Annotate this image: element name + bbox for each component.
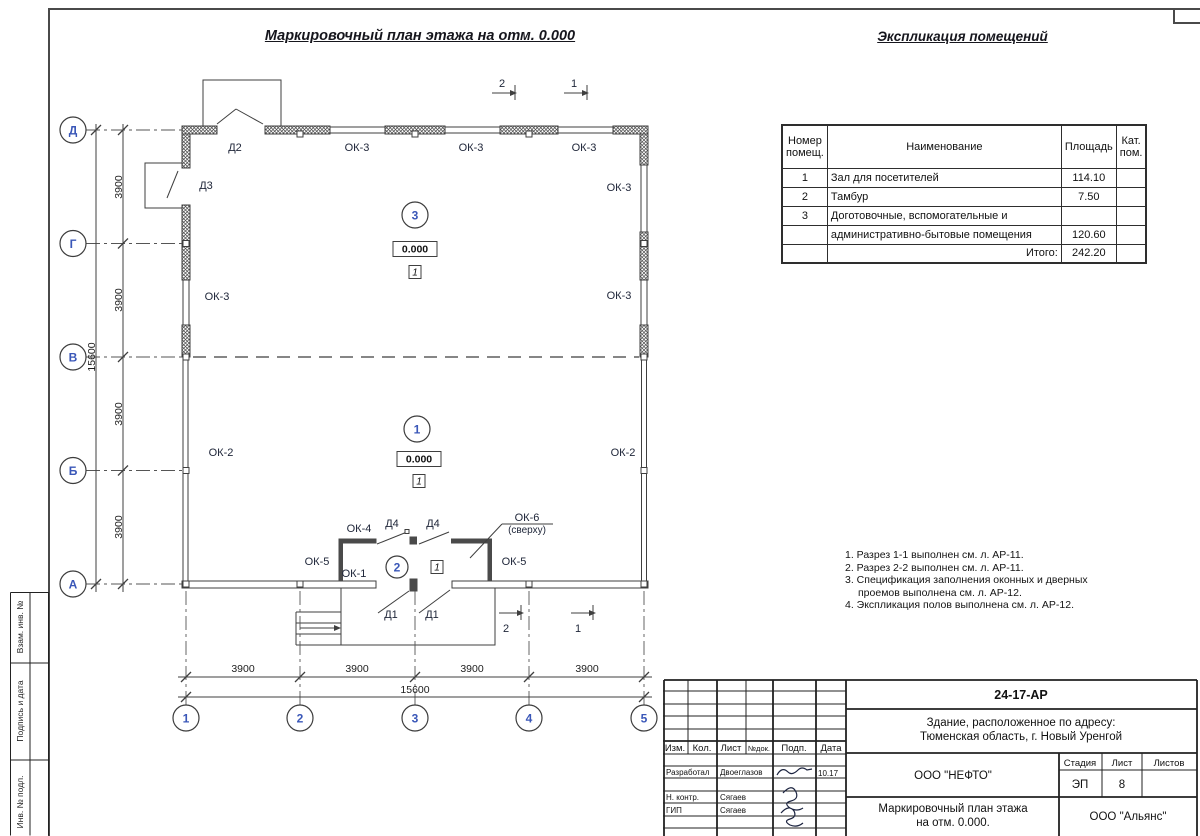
notes-block: [845, 549, 1113, 612]
axis-col-label: 2: [296, 711, 304, 726]
cell-cat: [1116, 244, 1146, 263]
note-line: 3. Спецификация заполнения оконных и дверных: [845, 574, 1088, 587]
cell-num: [782, 225, 827, 244]
cell-area: 114.10: [1061, 168, 1116, 187]
glazed-bands: [182, 357, 648, 588]
cell-name: административно-бытовые помещения: [827, 225, 1061, 244]
cell-cat: [1116, 206, 1146, 225]
axis-row-label: А: [68, 577, 78, 592]
room-number: 1: [413, 422, 421, 437]
signature-scribble: [781, 788, 803, 826]
dim-value: 3900: [113, 175, 125, 199]
axis-col-label: 5: [640, 711, 648, 726]
axis-row-markers: [60, 117, 86, 597]
window-label-note: (сверху): [508, 525, 546, 536]
stamp-cell-label: Подпись и дата: [15, 680, 25, 742]
axis-lines: [86, 130, 644, 705]
role-label: Н. контр.: [666, 793, 700, 802]
sheet-corner-box: [1173, 9, 1200, 24]
section-label: 1: [574, 623, 582, 635]
rev-col: Изм.: [664, 743, 686, 754]
cell-area: 7.50: [1061, 187, 1116, 206]
signature-date: 10.17: [818, 769, 839, 778]
cell-num: 3: [782, 206, 827, 225]
door-label: Д3: [199, 180, 213, 192]
person-name: Двоеглазов: [720, 768, 763, 777]
cell-area-total: 242.20: [1061, 244, 1116, 263]
door-label: Д4: [426, 518, 440, 530]
role-label: Разработал: [666, 768, 710, 777]
dim-value: 3900: [575, 663, 599, 675]
sheet-number: 8: [1118, 779, 1126, 791]
title-block: [663, 679, 1198, 836]
axis-row-label: Д: [68, 123, 78, 138]
window-label: ОК-2: [610, 447, 636, 459]
dim-value: 3900: [231, 663, 255, 675]
explication-header-row: [782, 125, 1146, 168]
stamp-cell-label: Взам. инв. №: [15, 600, 25, 654]
section-label: 2: [502, 623, 510, 635]
window-label: ОК-4: [346, 523, 372, 535]
left-dimensions: [86, 124, 128, 592]
cell-num: 1: [782, 168, 827, 187]
dim-value: 3900: [460, 663, 484, 675]
col-header-num: Номер помещ.: [782, 125, 827, 168]
stage-value: ЭП: [1071, 779, 1089, 791]
sidebar-stamp: [10, 592, 50, 836]
door-label: Д1: [384, 609, 398, 621]
level-mark: 0.000: [405, 453, 433, 466]
drawing-name-line1: Маркировочный план этажа: [878, 803, 1028, 815]
cell-name: Зал для посетителей: [827, 168, 1061, 187]
floor-type-mark: 1: [412, 267, 418, 279]
window-label: ОК-1: [341, 568, 367, 580]
table-row: [782, 187, 1146, 206]
object-address-line1: Здание, расположенное по адресу:: [926, 717, 1116, 729]
document-number: 24-17-АР: [994, 688, 1048, 702]
room-number: 2: [393, 560, 401, 575]
cell-cat: [1116, 168, 1146, 187]
signature-scribble: [777, 768, 812, 775]
door-label: Д4: [385, 518, 399, 530]
rev-col: Подп.: [781, 743, 807, 754]
window-label: ОК-5: [304, 556, 330, 568]
axis-col-label: 1: [182, 711, 190, 726]
sheet-label: Лист: [1111, 758, 1133, 769]
role-label: ГИП: [666, 806, 682, 815]
axis-col-label: 4: [525, 711, 533, 726]
axis-row-label: Б: [68, 464, 78, 478]
level-mark: 0.000: [401, 243, 429, 256]
explication-title: Экспликация помещений: [877, 29, 1048, 44]
table-row-total: [782, 244, 1146, 263]
window-label: ОК-6: [514, 512, 540, 524]
object-address-line2: Тюменская область, г. Новый Уренгой: [919, 731, 1123, 743]
col-header-area: Площадь: [1061, 125, 1116, 168]
window-label: ОК-5: [501, 556, 527, 568]
floor-plan: [40, 60, 705, 745]
dim-value: 3900: [113, 402, 125, 426]
person-name: Сягаев: [720, 806, 746, 815]
axis-row-label: В: [68, 350, 78, 365]
floor-type-mark: 1: [434, 562, 440, 574]
rev-col: №док.: [748, 744, 770, 753]
person-name: Сягаев: [720, 793, 746, 802]
cell-name-total: Итого:: [827, 244, 1061, 263]
dim-total: 15600: [86, 342, 98, 372]
dim-value: 3900: [113, 515, 125, 539]
section-label: 2: [498, 78, 506, 90]
note-line: 4. Экспликация полов выполнена см. л. АР-12.: [845, 599, 1074, 612]
window-label: ОК-3: [344, 142, 370, 154]
axis-row-label: Г: [69, 237, 77, 251]
floor-type-mark: 1: [416, 476, 422, 488]
plan-title: Маркировочный план этажа на отм. 0.000: [264, 28, 576, 44]
window-label: ОК-2: [208, 447, 234, 459]
dim-total: 15600: [400, 684, 430, 696]
cell-num: 2: [782, 187, 827, 206]
note-line: проемов выполнена см. л. АР-12.: [858, 586, 1022, 599]
organization-name: ООО "Альянс": [1089, 811, 1167, 823]
section-label: 1: [570, 78, 578, 90]
table-row: [782, 168, 1146, 187]
note-line: 1. Разрез 1-1 выполнен см. л. АР-11.: [845, 549, 1024, 561]
window-label: ОК-3: [606, 290, 632, 302]
room-number: 3: [411, 208, 419, 223]
stamp-cell-label: Инв. № подл.: [15, 775, 25, 829]
col-header-name: Наименование: [827, 125, 1061, 168]
cell-area: [1061, 206, 1116, 225]
cell-num: [782, 244, 827, 263]
cell-cat: [1116, 225, 1146, 244]
rev-col: Лист: [720, 743, 742, 754]
dim-value: 3900: [113, 288, 125, 312]
explication-table: [781, 124, 1147, 264]
sheets-label: Листов: [1153, 758, 1185, 769]
window-label: ОК-3: [571, 142, 597, 154]
axis-column-markers: [173, 705, 657, 731]
drawing-name-line2: на отм. 0.000.: [916, 817, 990, 829]
wall-posts: [183, 131, 647, 587]
signature-rows: [666, 768, 839, 826]
cell-cat: [1116, 187, 1146, 206]
cell-name: Тамбур: [827, 187, 1061, 206]
stage-label: Стадия: [1063, 758, 1097, 769]
table-row: [782, 225, 1146, 244]
note-line: 2. Разрез 2-2 выполнен см. л. АР-11.: [845, 561, 1024, 574]
rev-col: Дата: [820, 743, 842, 754]
window-label: ОК-3: [458, 142, 484, 154]
axis-col-label: 3: [411, 711, 419, 726]
window-label: ОК-3: [606, 182, 632, 194]
cell-name: Доготовочные, вспомогательные и: [827, 206, 1061, 225]
sheet-frame-horizontal: [48, 8, 1200, 10]
window-label: ОК-3: [204, 291, 230, 303]
rev-col: Кол.: [692, 743, 712, 754]
dim-value: 3900: [345, 663, 369, 675]
door-label: Д2: [228, 142, 242, 154]
col-header-cat: Кат. пом.: [1116, 125, 1146, 168]
door-label: Д1: [425, 609, 439, 621]
table-row: [782, 206, 1146, 225]
cell-area: 120.60: [1061, 225, 1116, 244]
door-jambs: [182, 126, 265, 205]
company-name: ООО "НЕФТО": [914, 770, 992, 782]
